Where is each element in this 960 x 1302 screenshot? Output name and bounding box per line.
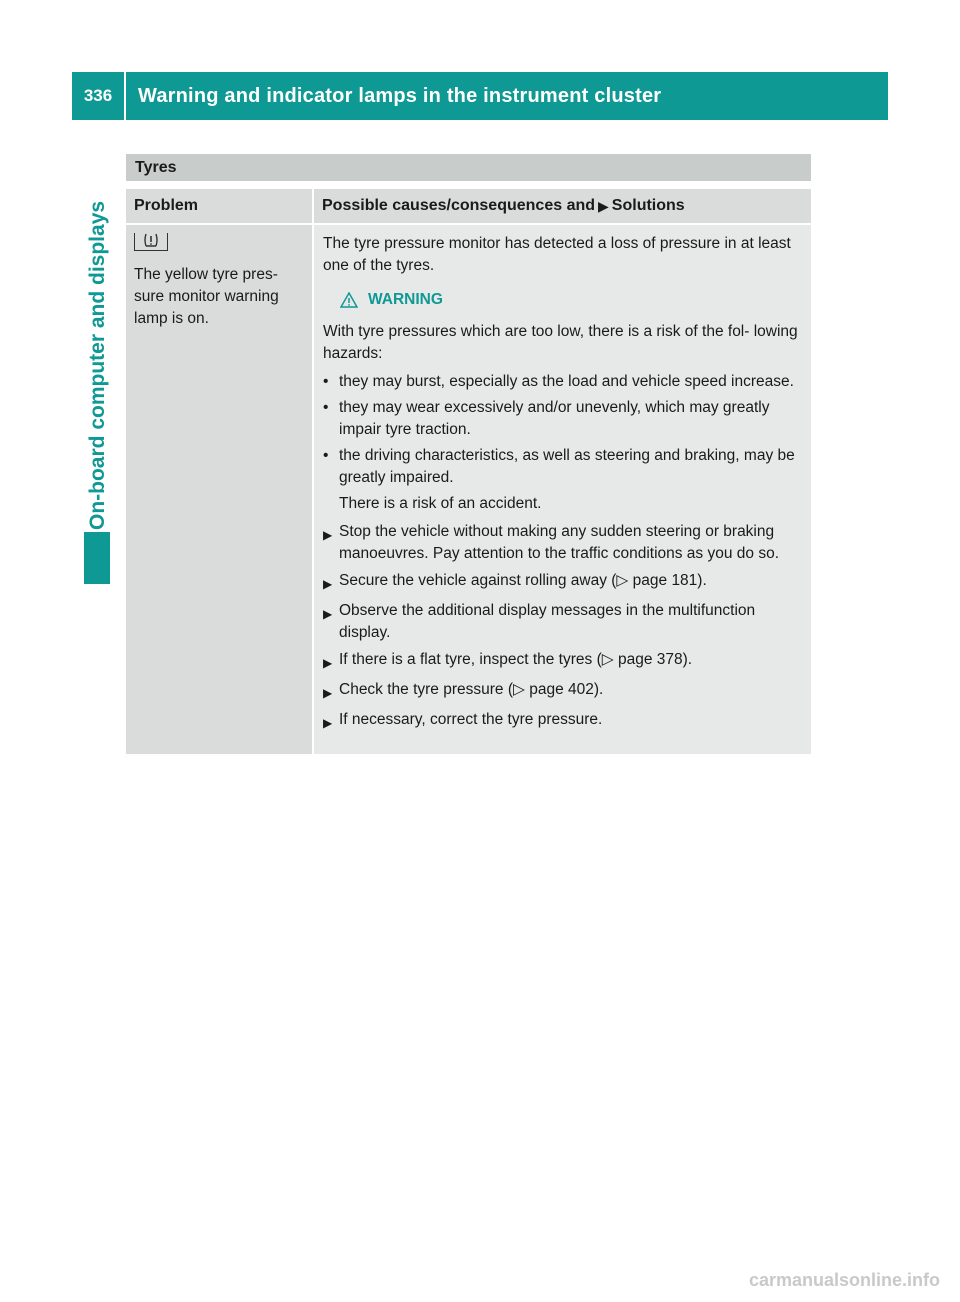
column-header-solutions: [314, 189, 811, 223]
chapter-marker-block: [84, 532, 110, 584]
action-arrow-icon: ▶: [598, 197, 609, 214]
action-arrow-icon: ▶: [323, 686, 333, 700]
watermark: carmanualsonline.info: [748, 1270, 940, 1290]
warning-label: WARNING: [368, 291, 443, 308]
list-item: [323, 371, 805, 393]
list-item: [323, 570, 805, 595]
page-header: [72, 72, 888, 120]
bullet-icon: •: [323, 447, 329, 464]
warning-text: With tyre pressures which are too low, there is a risk of the fol- lowing hazards:: [323, 323, 798, 362]
chapter-side-tab: [84, 130, 112, 530]
page-number: 336: [72, 72, 126, 120]
warning-triangle-icon: [340, 292, 358, 308]
bullet-text: the driving characteristics, as well as steering and braking, may be greatly impaired.: [339, 447, 795, 486]
step-text: Observe the additional display messages in the multifunction display.: [339, 602, 756, 641]
step-text: Stop the vehicle without making any sudden steering or braking manoeuvres. Pay attention to the traffic conditions as you do so.: [339, 523, 780, 562]
table-row: [126, 225, 811, 754]
list-item: [323, 649, 805, 674]
table-header-row: [126, 189, 811, 223]
list-item: [323, 679, 805, 704]
warning-table: [126, 189, 811, 754]
list-item: [323, 397, 805, 441]
tyre-pressure-warning-icon: [134, 233, 168, 251]
step-text: If there is a flat tyre, inspect the tyres (▷ page 378).: [339, 651, 693, 668]
intro-text: The tyre pressure monitor has detected a loss of pressure in at least one of the tyres.: [323, 235, 791, 274]
bullet-icon: •: [323, 399, 329, 416]
list-item: [323, 600, 805, 644]
action-arrow-icon: ▶: [323, 528, 333, 542]
action-arrow-icon: ▶: [323, 607, 333, 621]
problem-cell: [126, 225, 312, 754]
action-arrow-icon: ▶: [323, 716, 333, 730]
list-item: [323, 709, 805, 734]
column-header-solutions-prefix: Possible causes/consequences and: [322, 197, 596, 214]
problem-description: The yellow tyre pres- sure monitor warning lamp is on.: [134, 266, 279, 327]
bullet-icon: •: [323, 373, 329, 390]
list-item: [323, 521, 805, 565]
step-text: If necessary, correct the tyre pressure.: [339, 711, 603, 728]
list-item: [323, 445, 805, 489]
section-title: Tyres: [126, 154, 811, 181]
action-arrow-icon: ▶: [323, 577, 333, 591]
bullet-text: they may burst, especially as the load and vehicle speed increase.: [339, 373, 794, 390]
solutions-cell: [314, 225, 811, 754]
accident-note: There is a risk of an accident.: [339, 495, 542, 512]
chapter-side-tab-label: On-board computer and displays: [86, 200, 109, 530]
bullet-text: they may wear excessively and/or unevenly, which may greatly impair tyre traction.: [339, 399, 770, 438]
column-header-problem: Problem: [126, 189, 312, 223]
column-header-solutions-suffix: Solutions: [611, 197, 685, 214]
step-text: Check the tyre pressure (▷ page 402).: [339, 681, 604, 698]
action-arrow-icon: ▶: [323, 656, 333, 670]
step-text: Secure the vehicle against rolling away (▷ page 181).: [339, 572, 707, 589]
page-title: Warning and indicator lamps in the instrument cluster: [138, 84, 662, 107]
warning-heading: [340, 289, 805, 311]
